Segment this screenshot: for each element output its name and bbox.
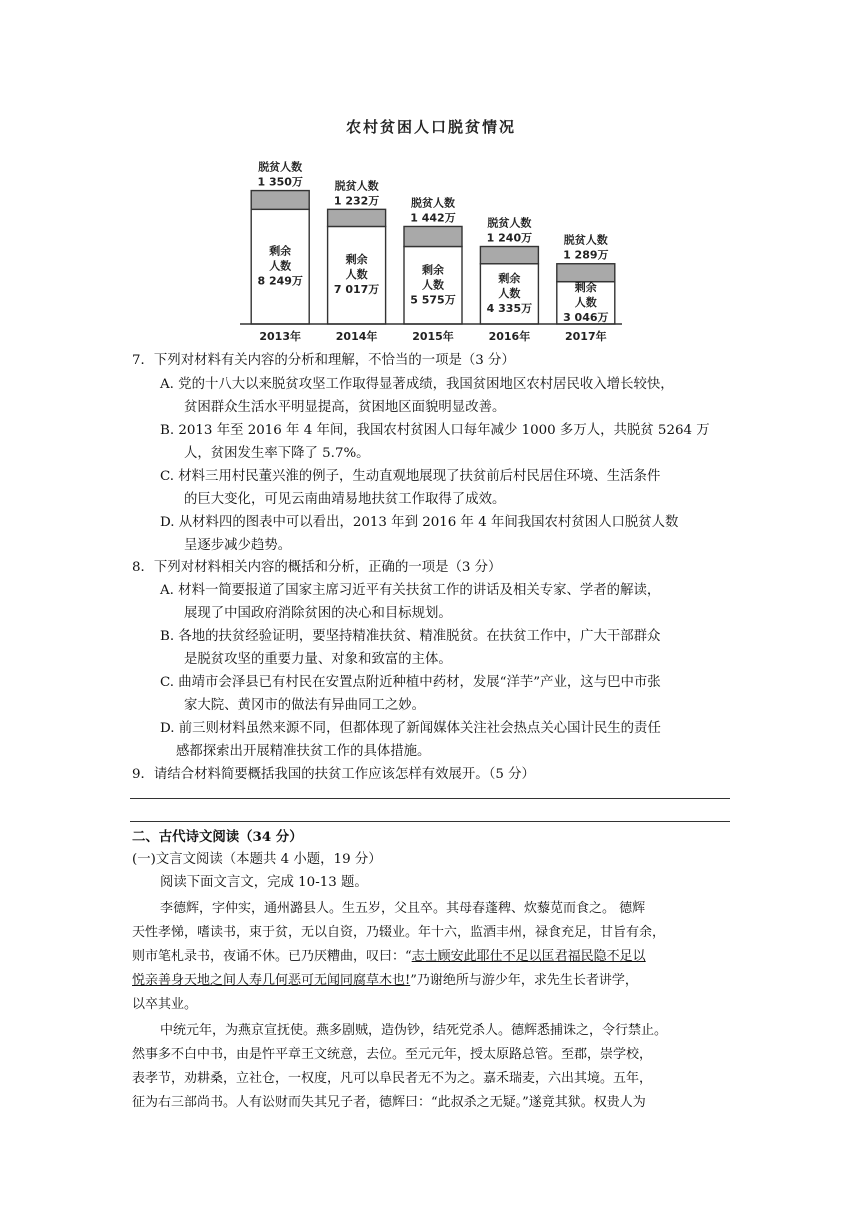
remaining-label-2: 人数 (345, 268, 368, 282)
lifted-value: 1 232万 (333, 194, 380, 208)
section2-subheading: (一)文言文阅读（本题共 4 小题，19 分） (132, 852, 382, 867)
q9-stem: 9．请结合材料简要概括我国的扶贫工作应该怎样有效展开。（5 分） (132, 767, 535, 782)
lifted-label: 脱贫人数 (563, 233, 608, 247)
q8-option-c-line2: 家大院、黄冈市的做法有异曲同工之妙。 (184, 698, 426, 713)
chart-title: 农村贫困人口脱贫情况 (345, 118, 517, 136)
passage-p1-line5: 以卒其业。 (132, 997, 198, 1012)
lifted-bar (328, 209, 386, 226)
remaining-value: 3 046万 (563, 310, 609, 324)
q7-option-b-line1: B. 2013 年至 2016 年 4 年间，我国农村贫困人口每年减少 1000 多万人，共脱贫 5264 万 (160, 423, 710, 438)
underlined-sentence-part1: 志士顾安此耶仕不足以匡君福民隐不足以 (411, 949, 646, 964)
section2-heading: 二、古代诗文阅读（34 分） (132, 829, 303, 845)
lifted-value: 1 240万 (486, 231, 533, 245)
q8-option-d-line2: 感都探索出开展精准扶贫工作的具体措施。 (176, 744, 431, 759)
q7-option-a-line2: 贫困群众生活水平明显提高，贫困地区面貌明显改善。 (184, 400, 506, 415)
passage-p2-line2: 然事多不白中书，由是忤平章王文统意，去位。至元元年，授太原路总管。至郡，崇学校， (132, 1047, 653, 1062)
q8-option-c-line1: C. 曲靖市会泽县已有村民在安置点附近种植中药材，发展“洋芋”产业，这与巴中市张 (160, 675, 661, 690)
lifted-label: 脱贫人数 (258, 160, 303, 174)
q7-option-b-line2: 人，贫困发生率下降了 5.7%。 (184, 446, 370, 461)
lifted-bar (480, 247, 538, 264)
q8-option-a-line1: A. 材料一简要报道了国家主席习近平有关扶贫工作的讲话及相关专家、学者的解读， (160, 583, 661, 598)
remaining-label-1: 剩余 (345, 253, 368, 267)
q8-stem: 8．下列对材料相关内容的概括和分析，正确的一项是（3 分） (132, 560, 502, 575)
passage-p1-line3-text: 则市笔札录书，夜诵不休。已乃厌糟曲，叹曰：“ (132, 949, 412, 964)
passage-p2-line4: 征为右三部尚书。人有讼财而失其兄子者，德辉曰：“此叔杀之无疑。”遂竟其狱。权贵人为 (132, 1095, 646, 1110)
x-tick-label: 2016年 (488, 330, 531, 343)
chart-svg (236, 106, 626, 346)
x-tick-label: 2015年 (412, 330, 454, 343)
q8-option-b-line1: B. 各地的扶贫经验证明，要坚持精准扶贫、精准脱贫。在扶贫工作中，广大干部群众 (160, 629, 661, 644)
lifted-bar (557, 264, 615, 282)
passage-p2-line1: 中统元年，为燕京宣抚使。燕多剧贼，造伪钞，结死党杀人。德辉悉捕诛之，令行禁止。 (160, 1023, 668, 1038)
passage-p1-line2: 天性孝悌，嗜读书，束于贫，无以自资，乃辍业。年十六，监酒丰州，禄食充足，甘旨有余， (132, 925, 666, 940)
q7-option-d-line2: 呈逐步减少趋势。 (184, 538, 292, 553)
passage-p1-line4 (132, 970, 638, 992)
lifted-label: 脱贫人数 (487, 216, 532, 230)
remaining-label-2: 人数 (269, 259, 292, 273)
lifted-label: 脱贫人数 (411, 196, 455, 210)
q8-option-a-line2: 展现了中国政府消除贫困的决心和目标规划。 (184, 606, 452, 621)
passage-p2-line3: 表孝节，劝耕桑，立社仓，一权度，凡可以阜民者无不为之。嘉禾瑞麦，六出其境。五年， (132, 1071, 653, 1086)
lifted-value: 1 442万 (410, 211, 456, 225)
q7-option-d-line1: D. 从材料四的图表中可以看出，2013 年到 2016 年 4 年间我国农村贫困人口脱贫人数 (160, 515, 679, 530)
remaining-label-1: 剩余 (422, 263, 444, 277)
q7-option-c-line2: 的巨大变化，可见云南曲靖易地扶贫工作取得了成效。 (184, 492, 506, 507)
remaining-label-2: 人数 (574, 295, 597, 309)
remaining-value: 8 249万 (257, 274, 303, 288)
lifted-bar (251, 191, 309, 210)
x-tick-label: 2017年 (564, 330, 607, 343)
q7-option-c-line1: C. 材料三用村民董兴淮的例子，生动直观地展现了扶贫前后村民居住环境、生活条件 (160, 469, 661, 484)
lifted-value: 1 350万 (257, 175, 303, 189)
poverty-chart (236, 106, 626, 346)
q7-option-a-line1: A. 党的十八大以来脱贫攻坚工作取得显著成绩，我国贫困地区农村居民收入增长较快， (160, 377, 674, 392)
remaining-label-1: 剩余 (574, 280, 597, 294)
remaining-label-1: 剩余 (498, 271, 521, 285)
section-divider (130, 821, 730, 822)
x-tick-label: 2013年 (259, 330, 302, 343)
section2-instruction: 阅读下面文言文，完成 10-13 题。 (160, 875, 368, 890)
passage-p1-line4-text: ”乃谢绝所与游少年，求先生长者讲学， (410, 973, 638, 988)
x-tick-label: 2014年 (335, 330, 378, 343)
passage-p1-line3 (132, 946, 646, 968)
lifted-value: 1 289万 (563, 248, 609, 262)
lifted-bar (404, 226, 462, 246)
q8-option-d-line1: D. 前三则材料虽然来源不同，但都体现了新闻媒体关注社会热点关心国计民生的责任 (160, 721, 661, 736)
underlined-sentence-part2: 悦亲善身天地之间人寿几何恶可无闻同腐草木也! (132, 973, 411, 988)
passage-p1-line1: 李德辉，字仲实，通州潞县人。生五岁，父且卒。其母春蓬稗、炊藜苋而食之。 德辉 (160, 901, 646, 916)
remaining-label-2: 人数 (498, 286, 521, 300)
q7-stem: 7．下列对材料有关内容的分析和理解，不恰当的一项是（3 分） (132, 353, 515, 368)
remaining-value: 7 017万 (333, 283, 380, 297)
answer-line (130, 798, 730, 799)
q8-option-b-line2: 是脱贫攻坚的重要力量、对象和致富的主体。 (184, 652, 452, 667)
remaining-label-1: 剩余 (269, 244, 292, 258)
remaining-value: 5 575万 (410, 293, 456, 307)
lifted-label: 脱贫人数 (334, 179, 379, 193)
remaining-label-2: 人数 (422, 278, 444, 292)
remaining-value: 4 335万 (486, 301, 533, 315)
